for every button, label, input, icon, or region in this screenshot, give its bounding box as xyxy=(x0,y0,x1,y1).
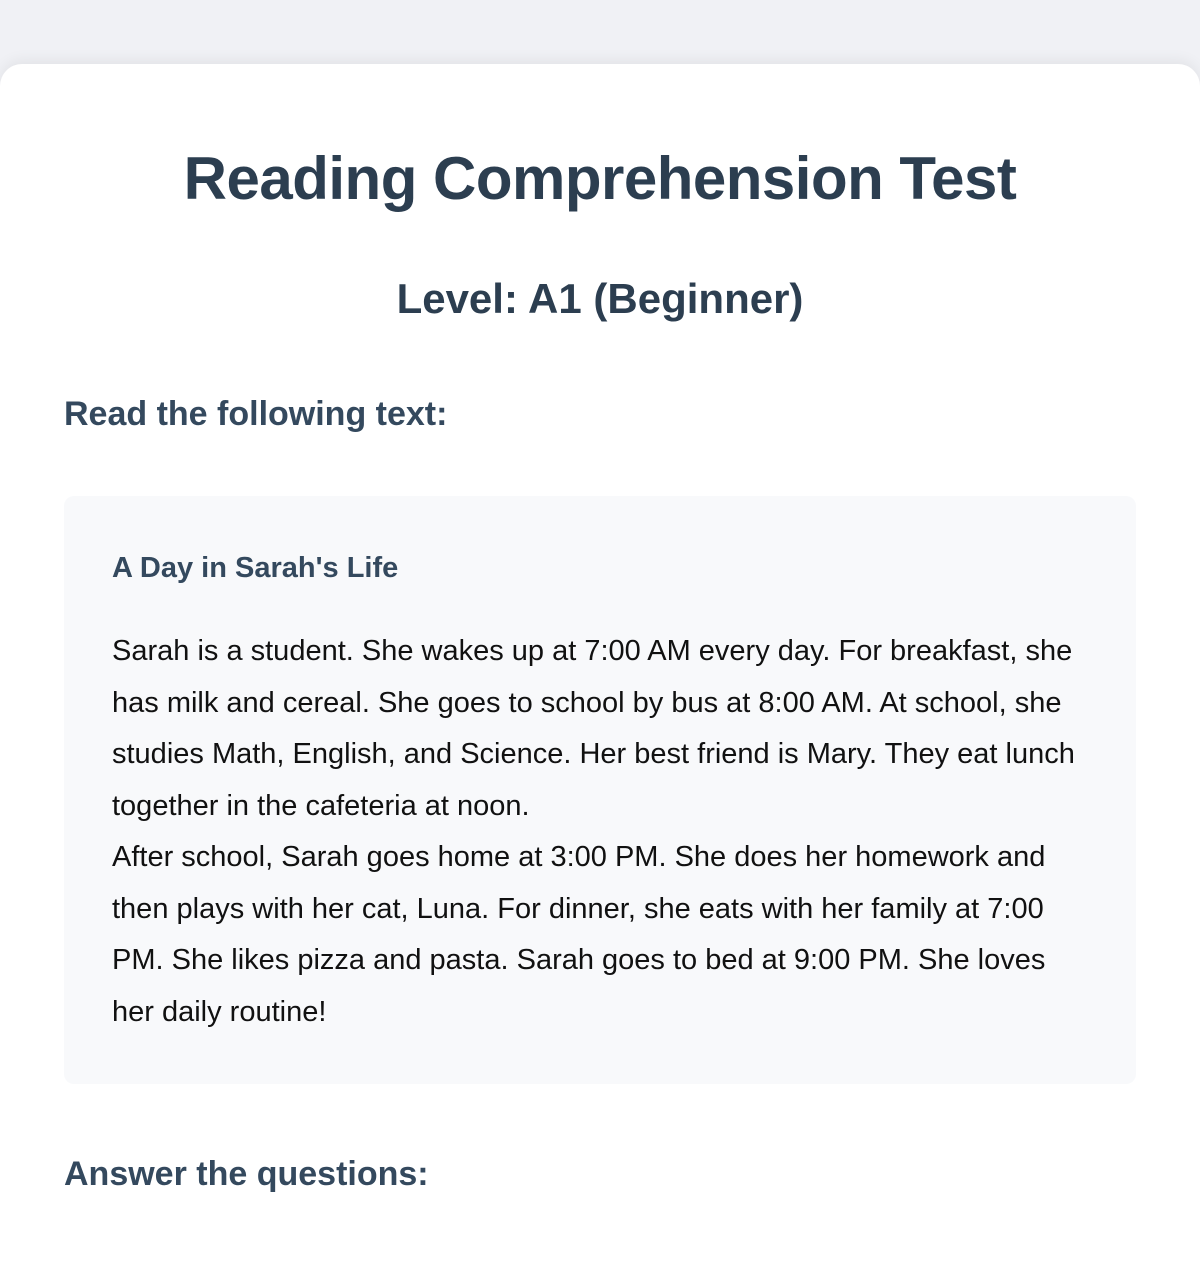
answer-instruction-heading: Answer the questions: xyxy=(64,1155,429,1193)
passage-paragraph-2: After school, Sarah goes home at 3:00 PM. She does her homework and then plays with her cat, Luna. For dinner, she eats with her family at 7:00 PM. She likes pizza and pasta. Sarah goes to bed at 9:00 PM. She loves her daily routine! xyxy=(112,841,1046,1028)
reading-passage xyxy=(64,496,1136,1084)
passage-title: A Day in Sarah's Life xyxy=(112,552,399,584)
page-title: Reading Comprehension Test xyxy=(183,145,1017,212)
passage-paragraph-1: Sarah is a student. She wakes up at 7:00 AM every day. For breakfast, she has milk and cereal. She goes to school by bus at 8:00 AM. At school, she studies Math, English, and Science. Her best friend is Mary. They eat lunch together in the cafeteria at noon. xyxy=(112,635,1075,822)
read-instruction-heading: Read the following text: xyxy=(64,395,448,433)
test-card xyxy=(0,64,1200,1264)
level-subtitle: Level: A1 (Beginner) xyxy=(396,275,804,322)
